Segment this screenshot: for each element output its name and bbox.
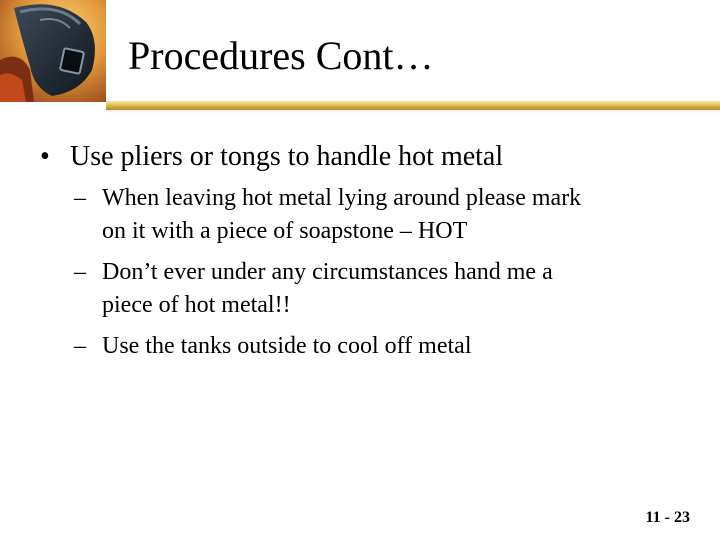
page-number: 11 - 23 [645, 509, 690, 526]
bullet-marker: • [40, 141, 50, 172]
sub-bullet-text: When leaving hot metal lying around please mark [102, 185, 582, 211]
sub-bullet-text: Don’t ever under any circumstances hand me a [102, 259, 553, 285]
bullet-text: Use pliers or tongs to handle hot metal [70, 141, 504, 172]
sub-bullet-text: Use the tanks outside to cool off metal [102, 333, 472, 359]
sub-bullet-dash: – [74, 333, 86, 359]
sub-bullet-text: piece of hot metal!! [102, 292, 291, 318]
sub-bullet-text: on it with a piece of soapstone – HOT [102, 218, 468, 244]
slide-title: Procedures Cont… [128, 33, 434, 78]
sub-bullet-dash: – [74, 185, 86, 211]
sub-bullet-dash: – [74, 259, 86, 285]
